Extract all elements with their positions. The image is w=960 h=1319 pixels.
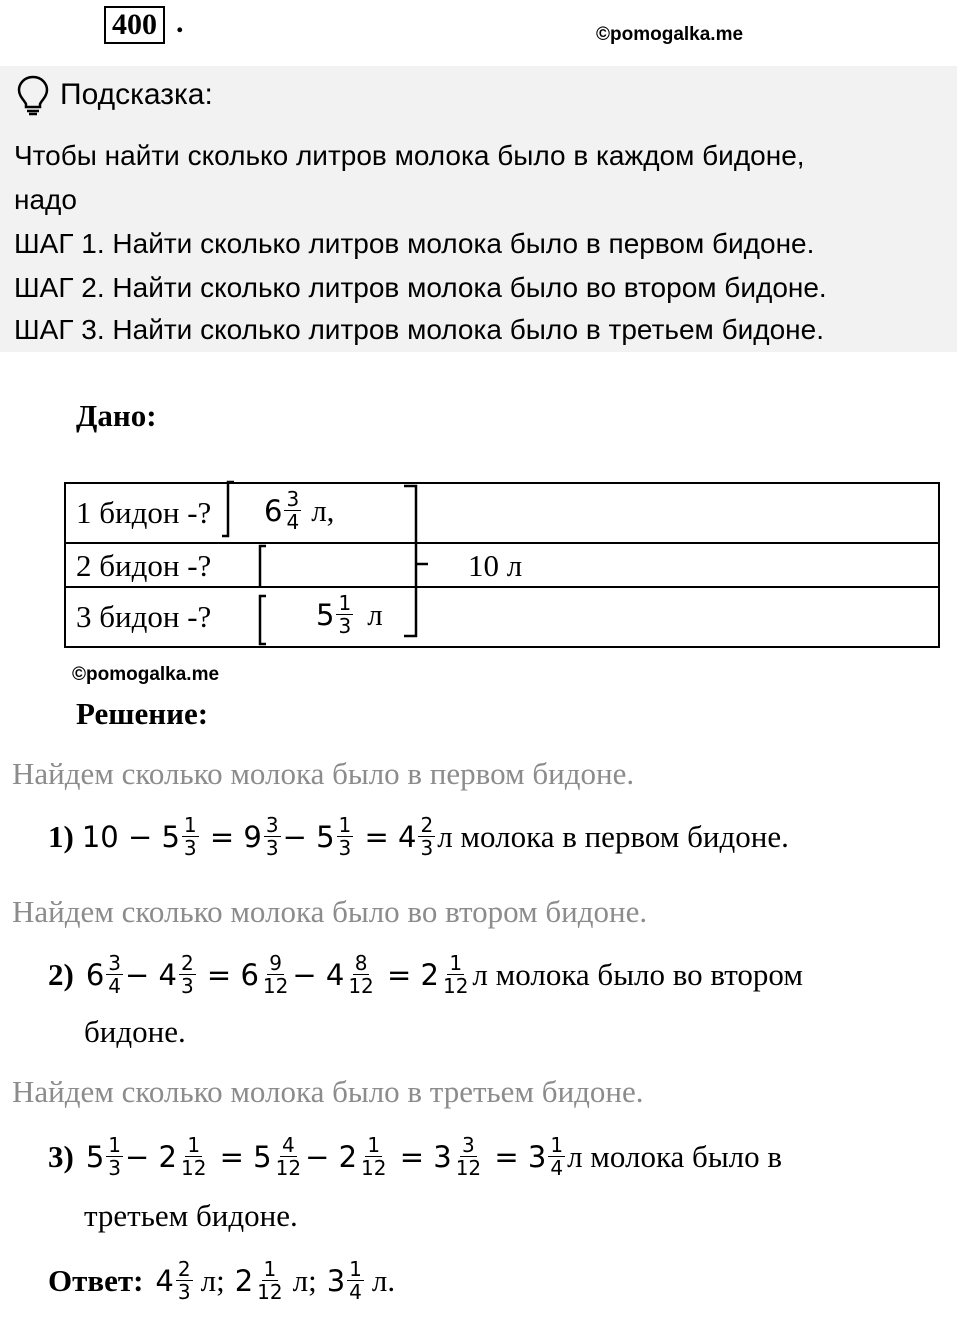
- problem-number: 400: [104, 6, 165, 44]
- step-2-equation: 2) 6 $\frac{3}{4}$ − 4 $\frac{2}{3}$ = 6 $\frac{9}{12}$ − 4 $\frac{8}{12}$ = 2 $\frac{1}{12}$ л молока было во втором: [48, 951, 803, 998]
- step-3-continuation: третьем бидоне.: [84, 1198, 298, 1233]
- given-value-3: 5 $\frac{1}{3}$ л: [316, 591, 383, 638]
- lightbulb-icon: [16, 74, 50, 120]
- problem-number-dot: .: [176, 6, 184, 39]
- hint-step-2: [14, 272, 827, 304]
- hint-step-1: [14, 228, 814, 260]
- given-heading: Дано:: [76, 398, 157, 433]
- solution-heading: Решение:: [76, 696, 209, 731]
- hint-step-3: [14, 314, 824, 346]
- step-text: Найти сколько литров молока было во втором бидоне.: [104, 272, 827, 303]
- step-label: ШАГ 3.: [14, 314, 105, 345]
- step-intro: Найдем сколько молока было во втором бидоне.: [12, 894, 648, 929]
- step-1-equation: 1) 10 − 5 $\frac{1}{3}$ = 9 $\frac{3}{3}$ − 5 $\frac{1}{3}$ = 4 $\frac{2}{3}$ л молока в первом бидоне.: [48, 813, 789, 860]
- hint-title: Подсказка:: [60, 78, 213, 111]
- step-text: Найти сколько литров молока было в третьем бидоне.: [104, 314, 824, 345]
- step-label: ШАГ 2.: [14, 272, 105, 303]
- answer: Ответ: 4 $\frac{2}{3}$ л; 2 $\frac{1}{12}$ л; 3 $\frac{1}{4}$ л.: [48, 1257, 396, 1304]
- step-intro: Найдем сколько молока было в третьем бидоне.: [12, 1074, 644, 1109]
- step-3-equation: 3) 5 $\frac{1}{3}$ − 2 $\frac{1}{12}$ = 5 $\frac{4}{12}$ − 2 $\frac{1}{12}$ = 3 $\frac{3}{12}$ = 3 $\frac{1}{4}$ л молока было в: [48, 1133, 783, 1180]
- given-row-label: 3 бидон -?: [76, 599, 212, 634]
- given-row-label: 1 бидон -?: [76, 495, 212, 530]
- watermark: ©pomogalka.me: [72, 664, 220, 685]
- step-label: ШАГ 1.: [14, 228, 105, 259]
- given-value-1: 6 $\frac{3}{4}$ л,: [264, 487, 335, 534]
- hint-text-line: надо: [14, 184, 77, 215]
- watermark: ©pomogalka.me: [596, 24, 744, 45]
- given-total: 10 л: [468, 548, 523, 583]
- step-text: Найти сколько литров молока было в первом бидоне.: [104, 228, 815, 259]
- bracket-lines: [220, 478, 430, 648]
- hint-text-line: Чтобы найти сколько литров молока было в каждом бидоне,: [14, 140, 805, 171]
- step-intro: Найдем сколько молока было в первом бидоне.: [12, 756, 635, 791]
- given-row-label: 2 бидон -?: [76, 548, 212, 583]
- step-2-continuation: бидоне.: [84, 1014, 186, 1049]
